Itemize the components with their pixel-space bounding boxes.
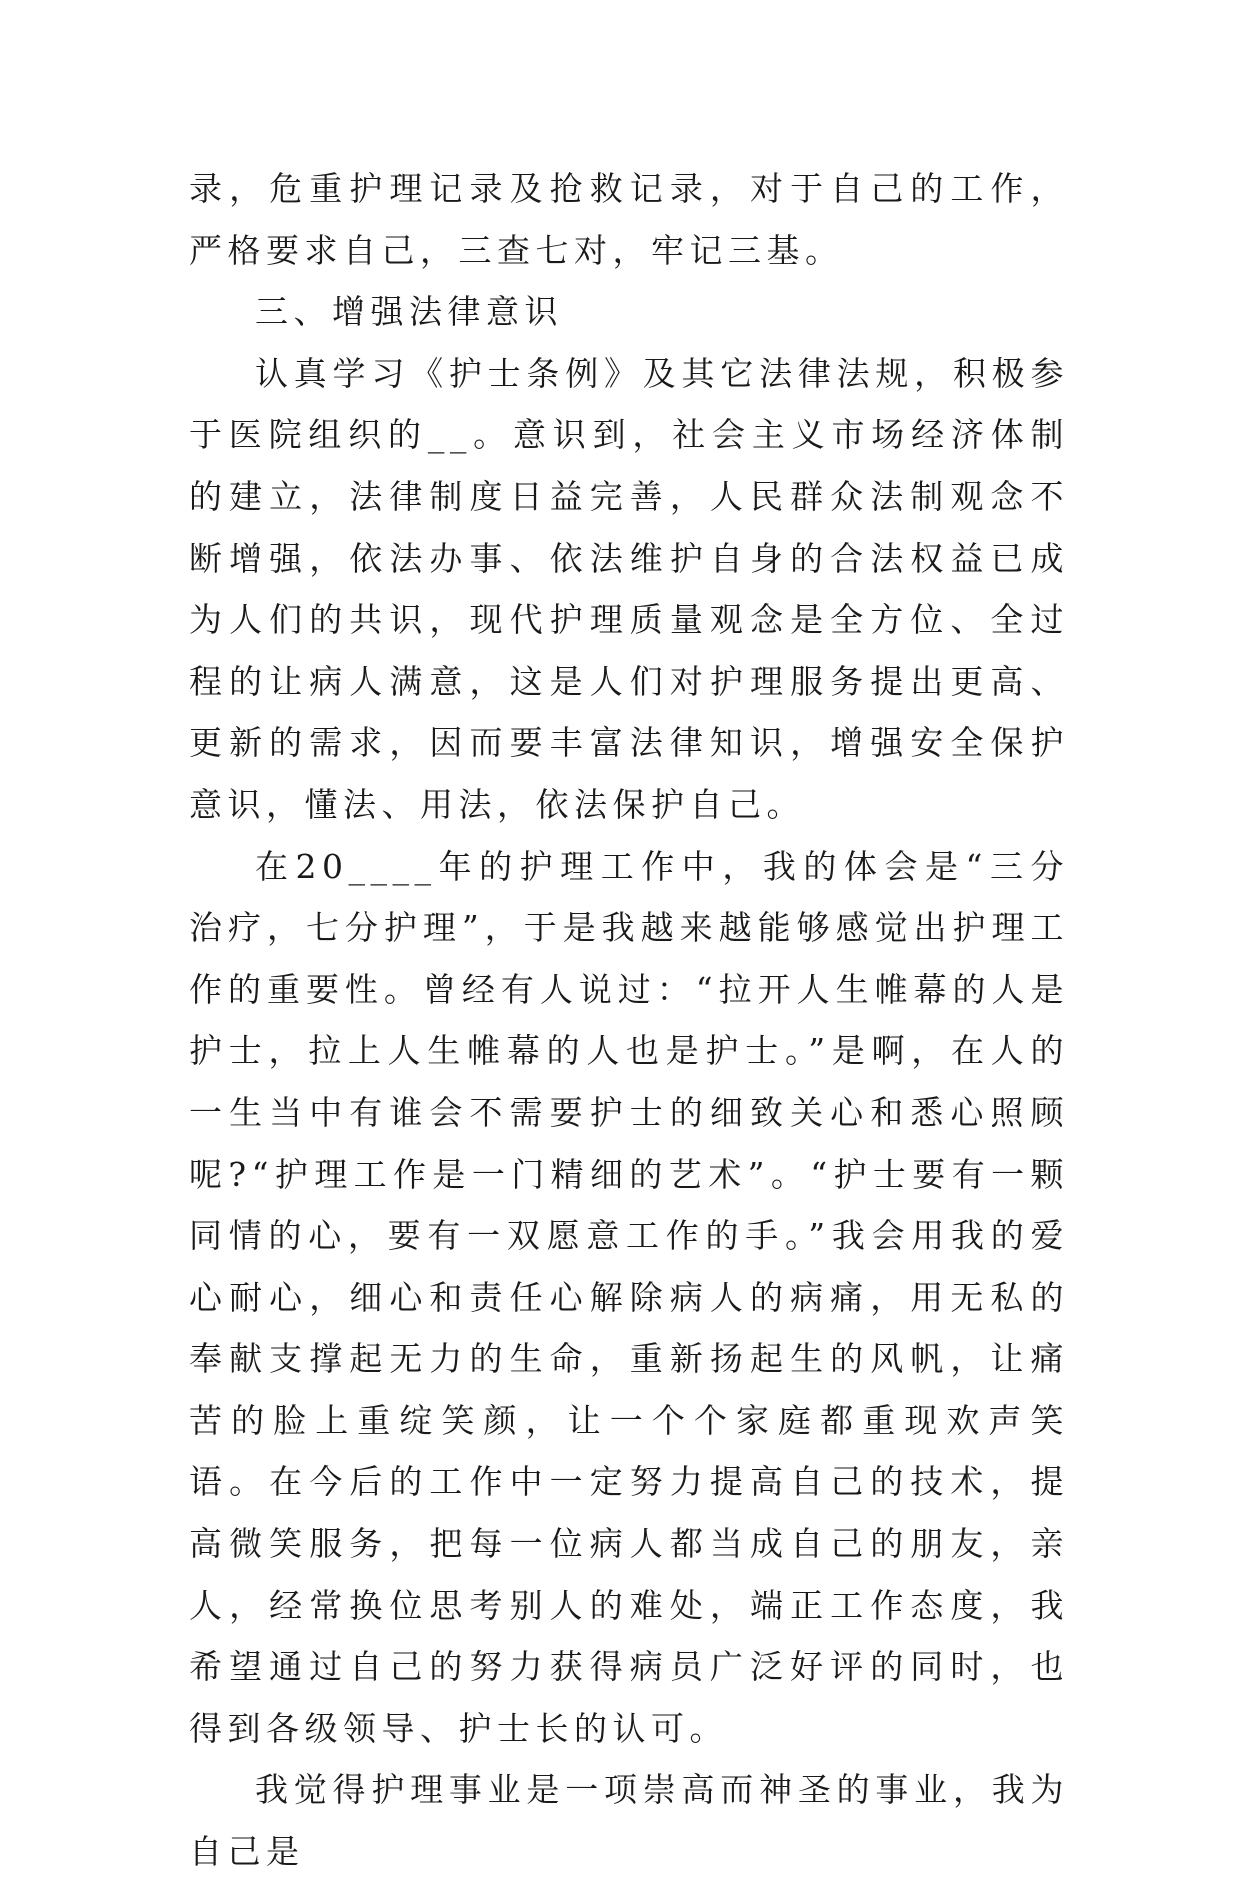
paragraph-closing: 我觉得护理事业是一项崇高而神圣的事业，我为自己是 — [189, 1770, 1069, 1872]
section-heading: 三、增强法律意识 — [255, 292, 563, 332]
paragraph-continuation: 录，危重护理记录及抢救记录，对于自己的工作，严格要求自己，三查七对，牢记三基。 — [189, 169, 1069, 270]
document-body — [189, 158, 1069, 1883]
paragraph-legal-awareness: 认真学习《护士条例》及其它法律法规，积极参于医院组织的__。意识到，社会主义市场经济体制的建立，法律制度日益完善，人民群众法制观念不断增强，依法办事、依法维护自身的合法权益已成为人们的共识，现代护理质量观念是全方位、全过程的让病人满意，这是人们对护理服务提出更高、更新的需求，因而要丰富法律知识，增强安全保护意识，懂法、用法，依法保护自己。 — [189, 353, 1069, 824]
paragraph-nursing-experience: 在20____年的护理工作中，我的体会是“三分治疗，七分护理”，于是我越来越能够感觉出护理工作的重要性。曾经有人说过：“拉开人生帷幕的人是护士，拉上人生帷幕的人也是护士。”是啊，在人的一生当中有谁会不需要护士的细致关心和悉心照顾呢?“护理工作是一门精细的艺术”。“护士要有一颗同情的心，要有一双愿意工作的手。”我会用我的爱心耐心，细心和责任心解除病人的病痛，用无私的奉献支撑起无力的生命，重新扬起生的风帆，让痛苦的脸上重绽笑颜，让一个个家庭都重现欢声笑语。在今后的工作中一定努力提高自己的技术，提高微笑服务，把每一位病人都当成自己的朋友，亲人，经常换位思考别人的难处，端正工作态度，我希望通过自己的努力获得病员广泛好评的同时，也得到各级领导、护士长的认可。 — [189, 846, 1069, 1748]
